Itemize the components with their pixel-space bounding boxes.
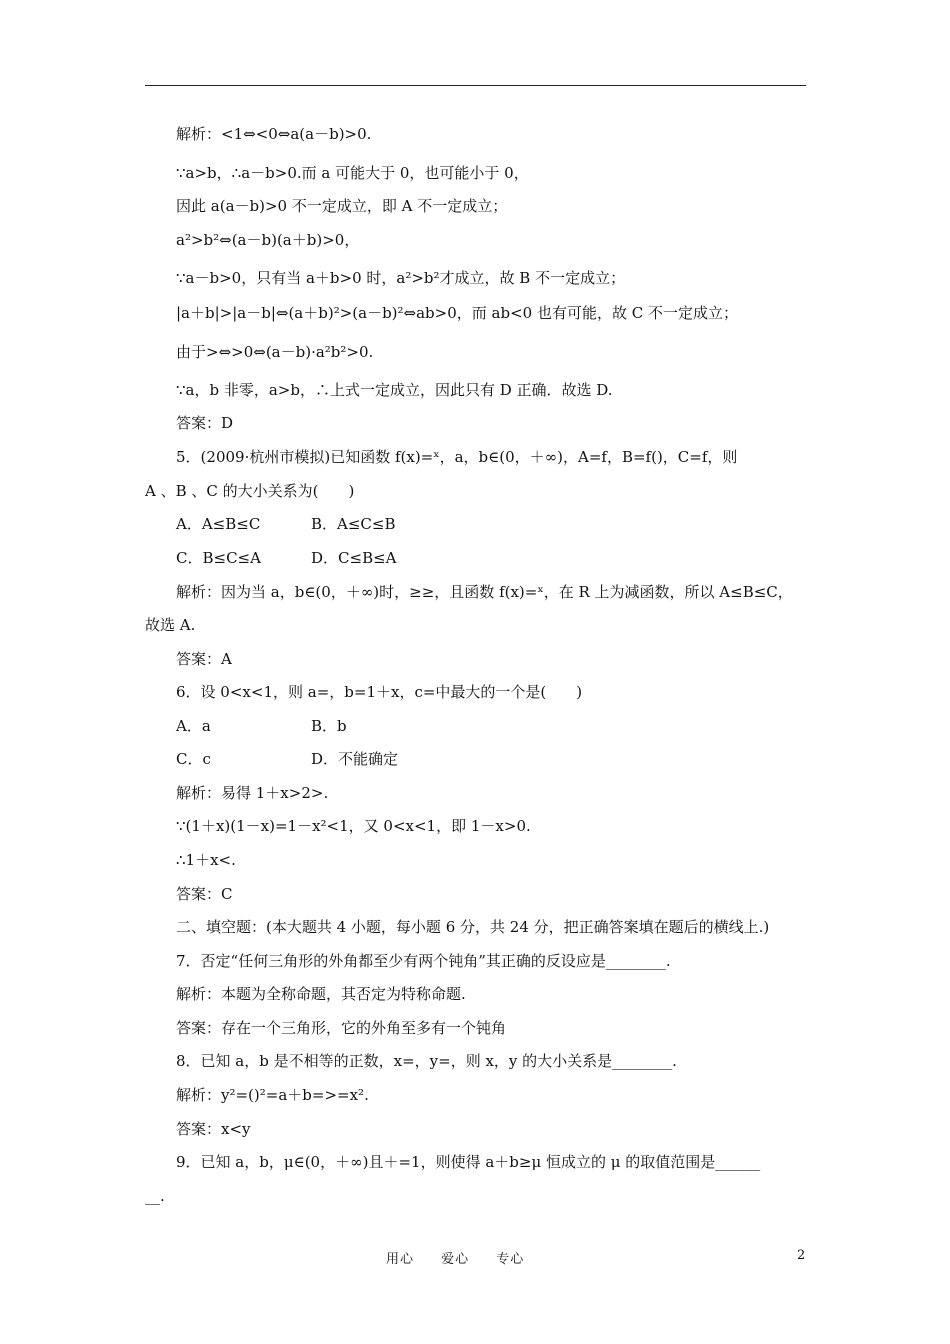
text-line: |a＋b|>|a－b|⇔(a＋b)²>(a－b)²⇔ab>0，而 ab<0 也有可能，故 C 不一定成立； [176,304,738,322]
text-line: 解析：因为当 a，b∈(0，＋∞)时，≥≥，且函数 f(x)=ˣ，在 R 上为减函数，所以 A≤B≤C， [176,583,793,601]
option-line: D．C≤B≤A [311,549,397,567]
question-line: 7．否定“任何三角形的外角都至少有两个钝角”其正确的反设应是________. [176,952,671,970]
text-line: 由于>⇔>0⇔(a－b)·a²b²>0. [176,343,374,361]
option-line: A．A≤B≤C [176,515,261,533]
answer-line: 答案：A [176,650,232,668]
option-line: B．A≤C≤B [311,515,396,533]
answer-line: 答案：D [176,414,234,432]
page-number: 2 [797,1248,806,1263]
option-line: B．b [311,717,347,735]
answer-line: 答案：存在一个三角形，它的外角至多有一个钝角 [176,1019,507,1037]
option-line: C．c [176,750,211,768]
text-line: ∵a>b，∴a－b>0.而 a 可能大于 0，也可能小于 0， [176,164,529,182]
text-line: 故选 A. [145,616,196,634]
header-rule [145,85,806,86]
question-line: 9．已知 a，b，μ∈(0，＋∞)且＋=1，则使得 a＋b≥μ 恒成立的 μ 的取值范围是______ [176,1153,761,1171]
question-line: A 、B 、C 的大小关系为( ) [145,482,355,500]
text-line: 解析：本题为全称命题，其否定为特称命题. [176,985,466,1003]
option-line: C．B≤C≤A [176,549,261,567]
question-line: 5．(2009·杭州市模拟)已知函数 f(x)=ˣ，a，b∈(0，＋∞)，A=f，B=f()，C=f，则 [176,448,738,466]
question-line: __. [145,1187,165,1205]
text-line: a²>b²⇔(a－b)(a＋b)>0， [176,231,360,249]
text-line: 解析：y²=()²=a＋b=>=x². [176,1086,369,1104]
question-line: 6．设 0<x<1，则 a=，b=1＋x，c=中最大的一个是( ) [176,683,583,701]
text-line: ∵(1＋x)(1－x)=1－x²<1，又 0<x<1，即 1－x>0. [176,817,531,835]
footer-slogan: 用心 爱心 专心 [386,1252,525,1267]
text-line: ∴1＋x<. [176,851,236,869]
text-line: ∵a－b>0，只有当 a＋b>0 时，a²>b²才成立，故 B 不一定成立； [176,269,626,287]
answer-line: 答案：C [176,885,233,903]
text-line: 因此 a(a－b)>0 不一定成立，即 A 不一定成立； [176,197,508,215]
text-line: ∵a，b 非零，a>b，∴上式一定成立，因此只有 D 正确．故选 D. [176,381,613,399]
option-line: D．不能确定 [311,750,399,768]
text-line: 解析：易得 1＋x>2>. [176,784,329,802]
section-heading: 二、填空题：(本大题共 4 小题，每小题 6 分，共 24 分，把正确答案填在题后的横线上.) [176,918,770,936]
text-line: 解析：<1⇔<0⇔a(a－b)>0. [176,125,372,143]
option-line: A．a [176,717,211,735]
answer-line: 答案：x<y [176,1120,251,1138]
question-line: 8．已知 a，b 是不相等的正数，x=，y=，则 x，y 的大小关系是________. [176,1052,677,1070]
